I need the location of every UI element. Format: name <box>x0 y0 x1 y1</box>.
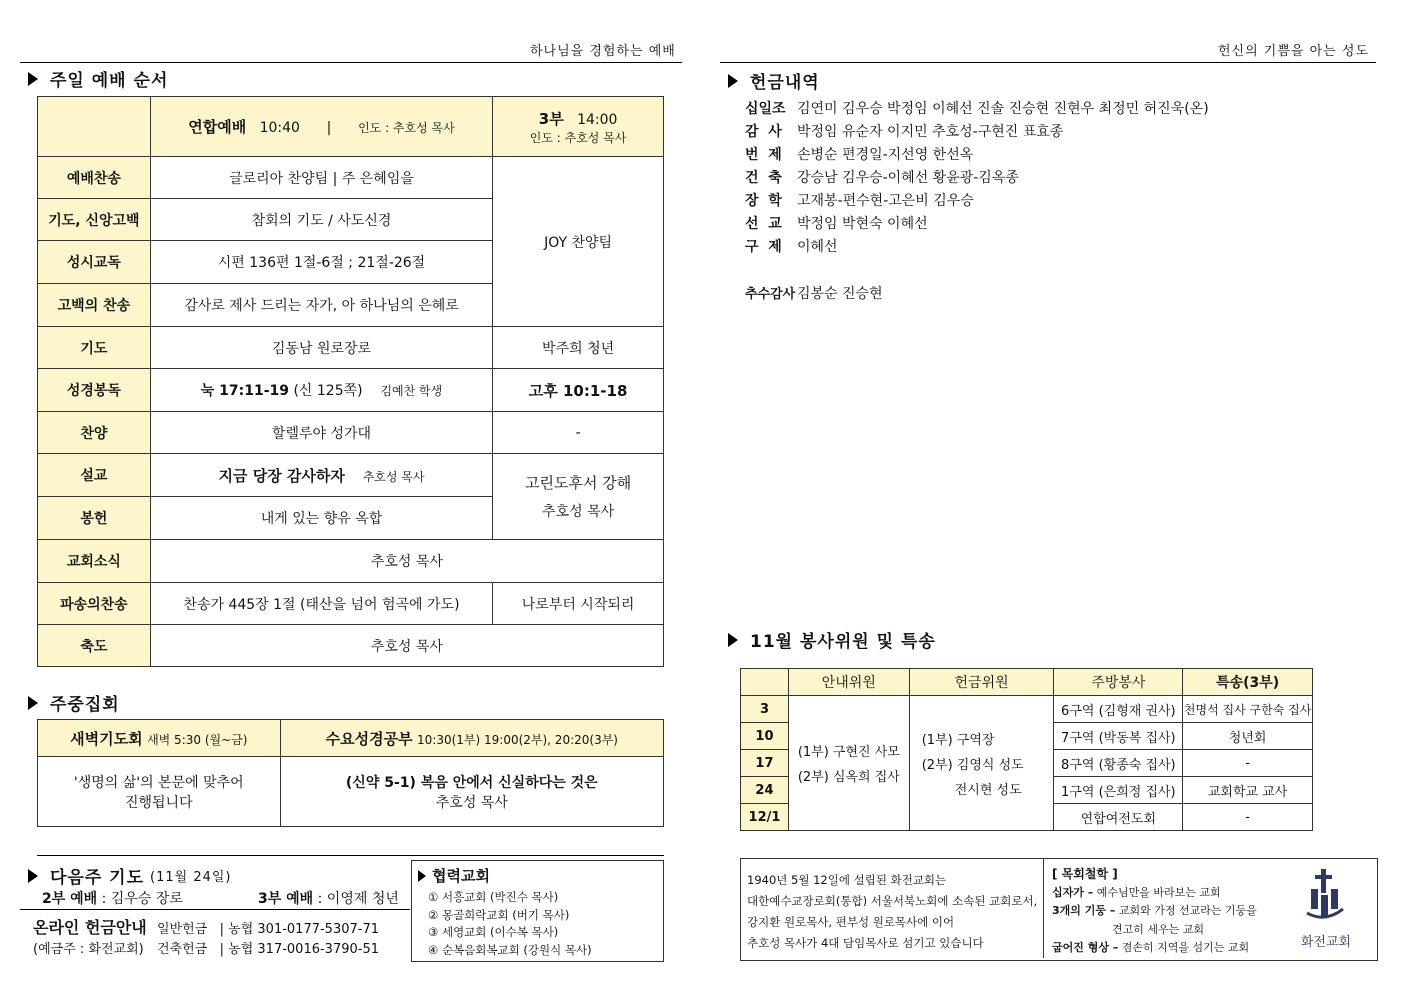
service-header: 주방봉사 <box>1054 669 1183 696</box>
offering-row <box>745 211 1209 234</box>
philosophy <box>1052 865 1257 958</box>
offering-label: 구 제 <box>745 238 782 255</box>
scripture-ref: 눅 17:11-19 <box>200 383 290 399</box>
third-sermon-cell <box>493 454 664 540</box>
triangle-bullet-icon <box>28 869 38 883</box>
prayer2-name: : 김우승 장로 <box>101 891 183 907</box>
church-history <box>747 870 1037 954</box>
offering-title: 헌금내역 <box>750 73 820 93</box>
offering-label: 건 축 <box>745 169 782 186</box>
service-header: 헌금위원 <box>909 669 1054 696</box>
online-top-rule <box>20 909 410 910</box>
offering-names: 박정임 박현숙 이혜선 <box>797 215 928 232</box>
row-main: 할렐루야 성가대 <box>150 412 492 454</box>
philosophy-title: [ 목회철학 ] <box>1052 867 1118 881</box>
about-divider <box>1043 859 1044 958</box>
kitchen-cell: 7구역 (박동복 집사) <box>1054 723 1183 750</box>
row-third: 나로부터 시작되리 <box>493 583 664 625</box>
offering-row <box>745 188 1209 211</box>
dawn-desc-line1: '생명의 삶'의 본문에 맞추어 <box>73 774 244 791</box>
special-cell: - <box>1183 750 1313 777</box>
row-main: 추호성 목사 <box>150 540 663 583</box>
partner-churches-box <box>411 860 664 962</box>
offering-section-title <box>728 68 820 93</box>
offering-committee-line3: 전시현 성도 <box>954 782 1022 798</box>
offering-names: 김봉순 진승현 <box>797 285 883 302</box>
wednesday-time: 10:30(1부) 19:00(2부), 20:20(3부) <box>417 732 618 747</box>
corner-cell <box>38 97 151 157</box>
joy-team-cell: JOY 찬양팀 <box>493 157 664 327</box>
scripture-reading-cell <box>150 369 492 412</box>
next-prayer-title <box>28 863 232 888</box>
offering-row <box>745 281 1209 304</box>
philosophy-line <box>1052 939 1257 958</box>
offering-names: 김연미 김우승 박정임 이혜선 진솔 진승현 진현우 최정민 허진욱(온) <box>797 100 1209 117</box>
history-line: 추호성 목사가 4대 담임목사로 섬기고 있습니다 <box>747 936 984 950</box>
row-label: 축도 <box>38 625 151 667</box>
row-label: 고백의 찬송 <box>38 284 151 327</box>
dawn-name: 새벽기도회 <box>70 729 143 748</box>
union-service-name: 연합예배 <box>188 118 247 136</box>
church-logo-text: 화전교회 <box>1300 935 1352 950</box>
dawn-desc <box>38 757 281 827</box>
service-corner <box>741 669 789 696</box>
worship-section-title <box>28 66 168 91</box>
offering-row <box>745 165 1209 188</box>
service-table <box>740 668 1313 831</box>
union-service-time: 10:40 <box>259 120 300 136</box>
row-third: - <box>493 412 664 454</box>
offering-row <box>745 142 1209 165</box>
row-main: 찬송가 445장 1절 (태산을 넘어 험곡에 가도) <box>150 583 492 625</box>
service-section-title <box>728 627 936 652</box>
row-third: 고후 10:1-18 <box>493 369 664 412</box>
row-main: 김동남 원로장로 <box>150 327 492 369</box>
offering-label: 선 교 <box>745 215 782 232</box>
right-header-title: 헌신의 기쁨을 아는 성도 <box>1218 44 1369 59</box>
special-cell: - <box>1183 804 1313 831</box>
philosophy-line <box>1052 884 1257 903</box>
triangle-bullet-icon <box>418 870 426 882</box>
row-label: 기도 <box>38 327 151 369</box>
offering-names: 박정임 유순자 이지민 추호성-구현진 표효종 <box>797 123 1064 140</box>
row-main: 추호성 목사 <box>150 625 663 667</box>
row-label: 성경봉독 <box>38 369 151 412</box>
next-prayer-line <box>42 888 183 908</box>
scripture-reader: 김예찬 학생 <box>380 384 443 398</box>
building-offering-label: 건축헌금 <box>157 942 208 957</box>
row-main: 참회의 기도 / 사도신경 <box>150 199 492 241</box>
prayer3-label: 3부 예배 <box>258 891 314 907</box>
philosophy-keyword: 3개의 기둥 – <box>1052 904 1116 917</box>
offering-row <box>745 119 1209 142</box>
service-date: 3 <box>741 696 789 723</box>
union-service-leader: 인도 : 추호성 목사 <box>358 121 455 135</box>
sermon-preacher: 추호성 목사 <box>362 469 425 484</box>
row-label: 교회소식 <box>38 540 151 583</box>
kitchen-cell: 6구역 (김형재 권사) <box>1054 696 1183 723</box>
kitchen-cell: 연합여전도회 <box>1054 804 1183 831</box>
left-header-title: 하나님을 경험하는 예배 <box>530 44 676 59</box>
worship-table <box>37 96 664 667</box>
row-label: 파송의찬송 <box>38 583 151 625</box>
partner-item: ② 몽골희락교회 (버기 목사) <box>428 907 570 922</box>
service-date: 12/1 <box>741 804 789 831</box>
union-service-separator: | <box>326 120 332 136</box>
partner-title-row <box>418 865 490 886</box>
wednesday-desc-line2: 추호성 목사 <box>435 794 508 811</box>
third-service-leader: 인도 : 추호성 목사 <box>529 130 627 145</box>
guide-line1: (1부) 구현진 사모 <box>797 745 900 760</box>
row-main: 글로리아 찬양팀 | 주 은혜임을 <box>150 157 492 199</box>
philosophy-text: 견고히 세우는 교회 <box>1112 922 1205 936</box>
wednesday-desc <box>280 757 663 827</box>
offering-committee-line1: (1부) 구역장 <box>921 732 995 748</box>
philosophy-line <box>1052 902 1257 921</box>
weekday-bottom-rule <box>37 855 664 856</box>
next-prayer-date: (11월 24일) <box>150 870 232 885</box>
weekday-section-title <box>28 690 120 715</box>
third-service-name: 3부 <box>538 109 564 128</box>
partner-item: ① 서흥교회 (박진수 목사) <box>428 890 559 904</box>
wednesday-name: 수요성경공부 <box>325 729 413 748</box>
offering-names: 이혜선 <box>797 238 838 255</box>
wednesday-desc-line1: (신약 5-1) 복음 안에서 신실하다는 것은 <box>345 774 598 791</box>
philosophy-text: 겸손히 지역을 섬기는 교회 <box>1118 941 1250 954</box>
row-main: 내게 있는 향유 옥합 <box>150 497 492 540</box>
partner-item: ③ 세영교회 (이수복 목사) <box>428 925 559 939</box>
dawn-header <box>38 720 281 757</box>
row-label: 설교 <box>38 454 151 497</box>
about-box <box>740 858 1378 961</box>
general-offering-label: 일반헌금 <box>157 922 208 937</box>
building-offering-line <box>157 938 379 957</box>
philosophy-keyword: 십자가 – <box>1052 885 1094 899</box>
church-logo-icon <box>1291 865 1361 927</box>
triangle-bullet-icon <box>28 696 38 710</box>
next-prayer-label: 다음주 기도 <box>50 868 145 888</box>
worship-title: 주일 예배 순서 <box>50 71 169 91</box>
general-offering-account: | 농협 301-0177-5307-71 <box>219 922 379 937</box>
partner-list <box>428 889 592 959</box>
dawn-desc-line2: 진행됩니다 <box>124 794 193 811</box>
service-date: 17 <box>741 750 789 777</box>
offering-label: 추수감사 <box>745 287 796 302</box>
special-cell: 천명석 집사 구한숙 집사 <box>1183 696 1313 723</box>
online-holder: (예금주 : 화전교회) <box>33 942 144 957</box>
offering-list <box>745 96 1209 304</box>
partner-title: 협력교회 <box>432 867 490 885</box>
triangle-bullet-icon <box>728 633 738 647</box>
next-prayer-line-3 <box>258 888 399 908</box>
offering-label: 십일조 <box>745 100 786 117</box>
offering-row <box>745 96 1209 119</box>
row-label: 기도, 신앙고백 <box>38 199 151 241</box>
third-service-header <box>493 97 664 157</box>
history-line: 대한예수교장로회(통합) 서울서북노회에 소속된 교회로서, <box>747 894 1038 908</box>
row-label: 성시교독 <box>38 241 151 284</box>
row-third: 박주희 청년 <box>493 327 664 369</box>
offering-row <box>745 234 1209 257</box>
special-cell: 교회학교 교사 <box>1183 777 1313 804</box>
left-header-rule <box>20 62 682 63</box>
union-service-header <box>150 97 492 157</box>
row-main: 시편 136편 1절-6절 ; 21절-26절 <box>150 241 492 284</box>
offering-names: 고재봉-편수현-고은비 김우승 <box>797 192 974 209</box>
kitchen-cell: 1구역 (은희정 집사) <box>1054 777 1183 804</box>
dawn-time: 새벽 5:30 (월~금) <box>147 732 248 747</box>
offering-committee-cell <box>909 696 1054 831</box>
service-header: 특송(3부) <box>1183 669 1313 696</box>
online-title: 온라인 헌금안내 <box>33 918 147 937</box>
offering-label: 장 학 <box>745 192 782 209</box>
philosophy-keyword: 굽어진 형상 – <box>1052 941 1119 954</box>
triangle-bullet-icon <box>728 74 738 88</box>
kitchen-cell: 8구역 (황종숙 집사) <box>1054 750 1183 777</box>
third-sermon-preacher: 추호성 목사 <box>542 504 615 520</box>
building-offering-account: | 농협 317-0016-3790-51 <box>219 942 379 957</box>
row-label: 예배찬송 <box>38 157 151 199</box>
guide-cell <box>788 696 909 831</box>
weekday-title: 주중집회 <box>50 695 120 715</box>
special-cell: 청년회 <box>1183 723 1313 750</box>
offering-names: 손병순 편경일-지선영 한선옥 <box>797 146 974 163</box>
offering-names: 강승남 김우승-이혜선 황윤광-김옥종 <box>797 169 1019 186</box>
wednesday-header <box>280 720 663 757</box>
sermon-cell <box>150 454 492 497</box>
partner-item: ④ 순복음회복교회 (강원식 목사) <box>428 942 592 957</box>
sermon-title: 지금 당장 감사하자 <box>218 466 345 485</box>
history-line: 강지환 원로목사, 편부성 원로목사에 이어 <box>747 915 955 929</box>
triangle-bullet-icon <box>28 72 38 86</box>
guide-line2: (2부) 심옥희 집사 <box>797 770 900 785</box>
church-logo <box>1291 865 1361 955</box>
service-date: 24 <box>741 777 789 804</box>
third-sermon-title: 고린도후서 강해 <box>524 474 632 492</box>
philosophy-text: 예수님만을 바라보는 교회 <box>1093 885 1221 899</box>
prayer3-name: : 이영제 청년 <box>317 891 399 907</box>
row-label: 봉헌 <box>38 497 151 540</box>
row-label: 찬양 <box>38 412 151 454</box>
scripture-page: (신 125쪽) <box>289 383 363 399</box>
general-offering-line <box>157 918 379 937</box>
service-title: 11월 봉사위원 및 특송 <box>750 632 936 652</box>
row-main: 감사로 제사 드리는 자가, 아 하나님의 은혜로 <box>150 284 492 327</box>
history-line: 1940년 5월 12일에 설립된 화전교회는 <box>747 873 947 887</box>
offering-committee-line2: (2부) 김영식 성도 <box>921 757 1024 773</box>
service-date: 10 <box>741 723 789 750</box>
offering-label: 번 제 <box>745 146 782 163</box>
right-header-rule <box>720 62 1376 63</box>
philosophy-text: 교회와 가정 선교라는 기둥을 <box>1115 904 1257 917</box>
prayer2-label: 2부 예배 <box>42 891 98 907</box>
weekday-table <box>37 719 664 827</box>
offering-label: 감 사 <box>745 123 782 140</box>
service-header: 안내위원 <box>788 669 909 696</box>
third-service-time: 14:00 <box>577 111 618 128</box>
